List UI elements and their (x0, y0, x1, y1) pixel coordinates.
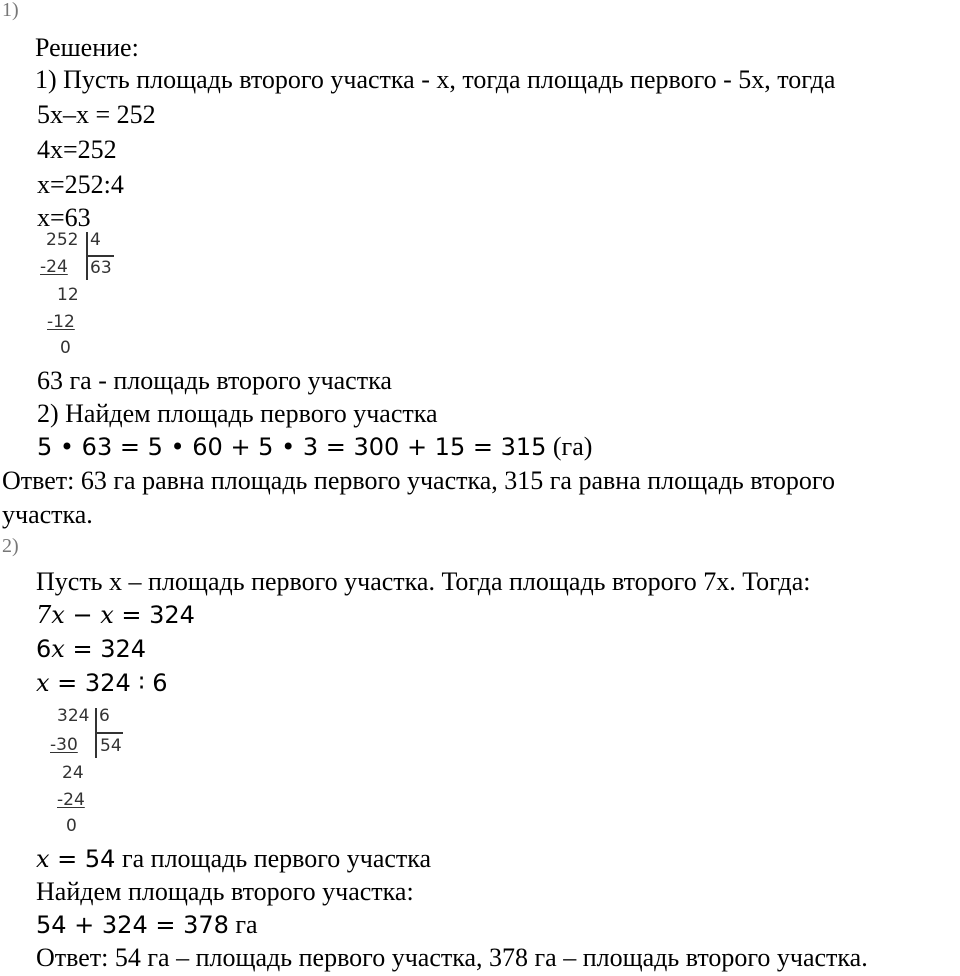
task2-marker: 2) (2, 535, 19, 557)
division-horizontal-line (86, 255, 114, 257)
task2-long-division (50, 706, 140, 836)
task1-calculation-unit: (га) (546, 432, 593, 461)
task2-calculation-math: 54 + 324 = 378 (36, 911, 229, 939)
division-dividend: 252 (46, 230, 79, 250)
division-divisor: 4 (90, 230, 101, 250)
task2-eq2-variable: x (51, 635, 65, 663)
task2-equation-3 (36, 668, 168, 698)
division-horizontal-line (95, 732, 123, 734)
task1-calculation-math: 5 • 63 = 5 • 60 + 5 • 3 = 300 + 15 = 315 (37, 433, 547, 461)
division-subtrahend-2: -24 (57, 790, 85, 810)
division-remainder-2: 0 (66, 816, 77, 836)
task2-equation-1 (36, 600, 195, 630)
task1-step2-text: 2) Найдем площадь первого участка (37, 399, 438, 428)
task2-eq2-coefficient: 6 (36, 635, 52, 663)
task2-result-text: га площадь первого участка (115, 844, 432, 873)
task1-result-1: 63 га - площадь второго участка (37, 366, 392, 395)
task1-equation-2: 4х=252 (37, 135, 117, 164)
task2-eq2-rhs: = 324 (64, 635, 147, 663)
division-remainder-1: 12 (57, 285, 79, 305)
task2-eq1-term-2: x (100, 601, 114, 629)
task2-result-variable: x (36, 845, 50, 873)
task1-answer-line-1: Ответ: 63 га равна площадь первого участка, 315 га равна площадь второго (2, 466, 835, 495)
division-quotient: 54 (100, 736, 122, 756)
task2-step2-text: Найдем площадь второго участка: (36, 877, 414, 906)
task2-result-math: = 54 (49, 845, 116, 873)
division-remainder-2: 0 (60, 338, 71, 358)
task2-eq3-rhs: = 324 ∶ 6 (49, 669, 168, 697)
task1-equation-3: х=252:4 (37, 170, 124, 199)
division-remainder-1: 24 (62, 763, 84, 783)
task2-eq3-variable: x (36, 669, 50, 697)
division-dividend: 324 (57, 706, 90, 726)
task1-answer-line-2: участка. (2, 500, 93, 529)
task2-intro: Пусть х – площадь первого участка. Тогда площадь второго 7х. Тогда: (36, 567, 811, 596)
division-subtrahend-1: -24 (40, 257, 68, 277)
task2-calculation (36, 910, 258, 940)
task2-equation-2 (36, 634, 146, 664)
task1-long-division (40, 230, 130, 360)
division-divisor: 6 (99, 706, 110, 726)
task1-calculation (37, 432, 592, 462)
division-quotient: 63 (90, 258, 112, 278)
task2-eq1-term-1: 7x (36, 601, 65, 629)
task1-heading: Решение: (35, 33, 139, 62)
task2-eq1-rhs: = 324 (113, 601, 195, 629)
task1-step1-text: 1) Пусть площадь второго участка - х, тогда площадь первого - 5х, тогда (35, 65, 836, 94)
task2-result (36, 844, 431, 874)
task2-eq1-minus: − (64, 601, 101, 629)
task1-equation-4: х=63 (37, 203, 91, 232)
division-subtrahend-2: -12 (47, 312, 75, 332)
division-subtrahend-1: -30 (50, 735, 78, 755)
task1-equation-1: 5х–х = 252 (37, 100, 156, 129)
task2-answer: Ответ: 54 га – площадь первого участка, 378 га – площадь второго участка. (36, 943, 868, 972)
task1-marker: 1) (2, 0, 19, 21)
task2-calculation-unit: га (228, 910, 258, 939)
